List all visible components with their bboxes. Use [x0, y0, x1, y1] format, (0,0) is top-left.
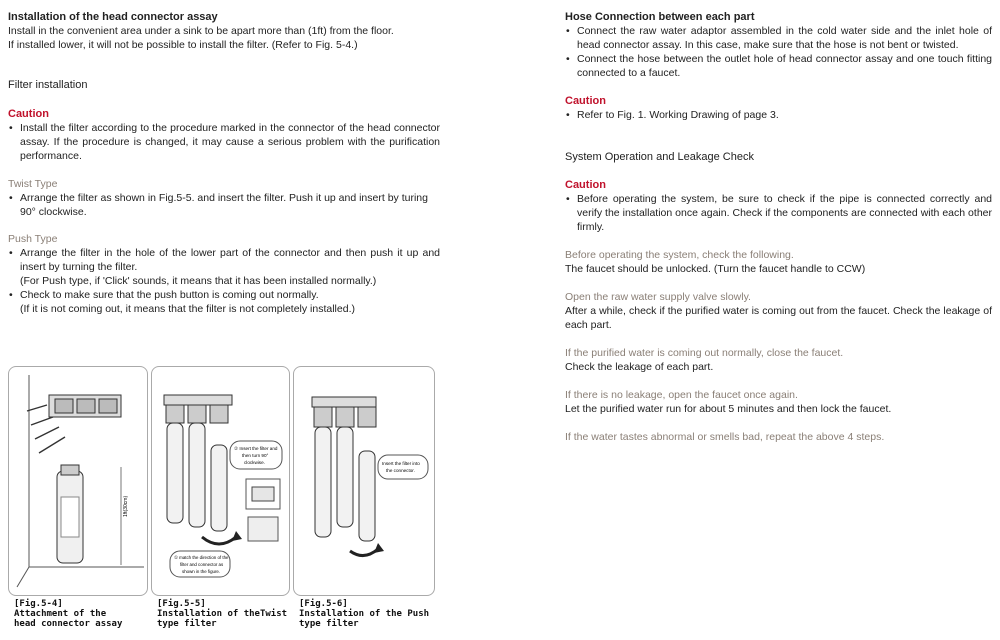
step-3-text: Check the leakage of each part. — [565, 361, 714, 373]
callout-push-insert-1: Insert the filter into — [382, 461, 420, 466]
caution-1-label: Caution — [565, 95, 606, 107]
system-operation-title: System Operation and Leakage Check — [565, 151, 754, 163]
figure-5-6 — [293, 366, 435, 596]
callout-twist-match-2: filter and connector as — [180, 562, 224, 567]
fig-5-4-line-2: Attachment of the — [14, 609, 107, 619]
fig-5-4-number: [Fig.5-4] — [14, 599, 63, 609]
caution-label: Caution — [8, 108, 49, 120]
figure-5-5-caption — [157, 599, 287, 629]
dimension-label: 1ft(30cm) — [123, 495, 129, 517]
twist-filter-drawing — [152, 367, 289, 595]
push-note-2: (If it is not coming out, it means that the filter is not completely installed.) — [20, 303, 355, 315]
callout-twist-insert-1: ② Insert the filter and — [234, 446, 278, 451]
twist-text — [8, 191, 440, 219]
push-text-2: • Check to make sure that the push button is coming out normally. — [8, 288, 440, 302]
right-column — [565, 10, 992, 444]
callout-twist-insert-3: clockwise. — [244, 460, 265, 465]
fig-5-6-line-2: Installation of the Push — [299, 609, 430, 619]
head-connector-heading: Installation of the head connector assay — [8, 11, 218, 23]
figure-5-4 — [8, 366, 148, 596]
caution-list — [8, 121, 440, 163]
twist-type-title: Twist Type — [8, 178, 58, 190]
intro-line-2: If installed lower, it will not be possible to install the filter. (Refer to Fig. 5-4.) — [8, 39, 358, 51]
hose-bullet-1: • Connect the raw water adaptor assembled in the cold water side and the inlet hole of head connector assay. In this case, make sure that the hose is not bent or twisted. — [565, 24, 992, 52]
step-4-title: If there is no leakage, open the faucet once again. — [565, 389, 798, 401]
caution-2-list — [565, 192, 992, 234]
twist-list — [8, 191, 440, 219]
fig-5-6-number: [Fig.5-6] — [299, 599, 348, 609]
step-3-title: If the purified water is coming out normally, close the faucet. — [565, 347, 844, 359]
caution-2-label: Caution — [565, 179, 606, 191]
push-text-1: • Arrange the filter in the hole of the lower part of the connector and then push it up and insert by turning the filter. — [8, 246, 440, 274]
fig-5-6-line-3: type filter — [299, 619, 359, 629]
caution-1-list — [565, 108, 992, 122]
figure-5-5 — [151, 366, 290, 596]
push-list-2 — [8, 288, 440, 302]
callout-push-insert-2: the connector. — [386, 468, 415, 473]
intro-line-1: Install in the convenient area under a sink to be apart more than (1ft) from the floor. — [8, 25, 394, 37]
fig-5-5-number: [Fig.5-5] — [157, 599, 206, 609]
fig-5-5-line-2: Installation of theTwist — [157, 609, 288, 619]
push-filter-drawing — [294, 367, 434, 595]
caution-text: • Install the filter according to the procedure marked in the connector of the head connector assay. If the procedure is changed, it may cause a serious problem with the purification performance. — [8, 121, 440, 163]
callout-twist-insert-2: then turn 90° — [242, 453, 269, 458]
filter-installation-title: Filter installation — [8, 79, 88, 91]
step-4-text: Let the purified water run for about 5 minutes and then lock the faucet. — [565, 403, 892, 415]
step-1-text: The faucet should be unlocked. (Turn the faucet handle to CCW) — [565, 263, 866, 275]
step-1-title: Before operating the system, check the following. — [565, 249, 794, 261]
push-list — [8, 246, 440, 274]
hose-list — [565, 24, 992, 80]
caution-1-text: • Refer to Fig. 1. Working Drawing of page 3. — [565, 108, 992, 122]
step-2-title: Open the raw water supply valve slowly. — [565, 291, 751, 303]
push-type-title: Push Type — [8, 233, 58, 245]
step-2-text: After a while, check if the purified water is coming out from the faucet. Check the leakage of each part. — [565, 305, 992, 331]
fig-5-4-line-3: head connector assay — [14, 619, 123, 629]
step-5-title: If the water tastes abnormal or smells bad, repeat the above 4 steps. — [565, 431, 885, 443]
fig-5-5-line-3: type filter — [157, 619, 217, 629]
head-connector-drawing — [9, 367, 147, 595]
figure-5-4-caption — [14, 599, 122, 629]
twist-text-line-1: Arrange the filter as shown in Fig.5-5. and insert the filter. Push it up and insert by turing — [20, 192, 428, 204]
hose-connection-heading: Hose Connection between each part — [565, 11, 755, 23]
callout-twist-match-1: ① match the direction of the — [174, 555, 229, 560]
callout-twist-match-3: shown in the figure. — [182, 569, 221, 574]
figure-5-6-caption — [299, 599, 429, 629]
hose-bullet-2: • Connect the hose between the outlet hole of head connector assay and one touch fitting connected to a faucet. — [565, 52, 992, 80]
left-column — [8, 10, 440, 316]
caution-2-text: • Before operating the system, be sure to check if the pipe is connected correctly and verify the installation once again. Check if the components are connected with each other firmly. — [565, 192, 992, 234]
push-note-1: (For Push type, if 'Click' sounds, it means that it has been installed normally.) — [20, 275, 377, 287]
twist-text-line-2: 90° clockwise. — [20, 206, 87, 218]
